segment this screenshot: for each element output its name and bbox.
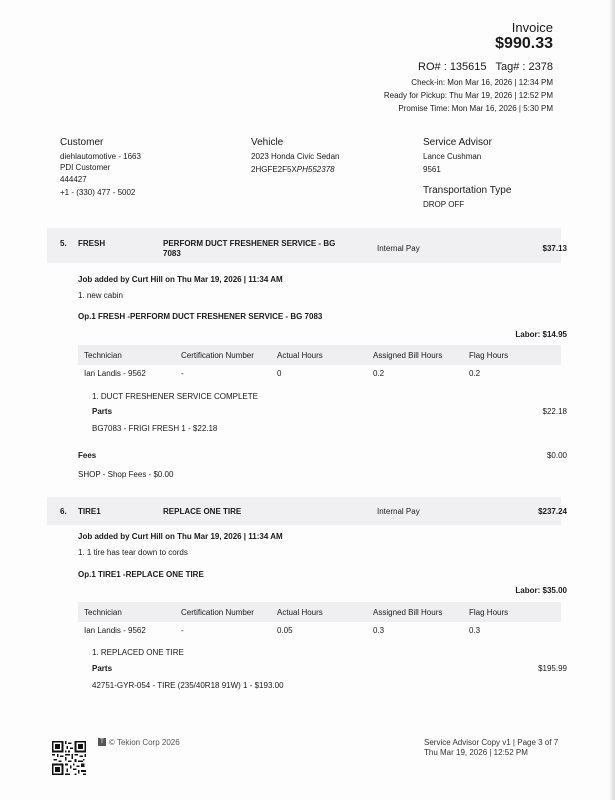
job-5-th-actual: Actual Hours (277, 351, 323, 360)
job-6-tech-assigned: 0.3 (373, 626, 385, 635)
job-5-fee-line: SHOP - Shop Fees - $0.00 (78, 470, 174, 479)
vehicle-vin (251, 165, 335, 174)
job-5-parts-total: $22.18 (542, 407, 567, 416)
qr-code (52, 741, 86, 775)
job-5-amount: $37.13 (542, 244, 567, 253)
job-5-tech-flag: 0.2 (469, 369, 481, 378)
job-6-operation: Op.1 TIRE1 -REPLACE ONE TIRE (78, 570, 204, 579)
job-5-tech-actual: 0 (277, 369, 282, 378)
vin-suffix: PH552378 (296, 165, 335, 174)
vehicle-model: 2023 Honda Civic Sedan (251, 152, 340, 161)
job-6-tech-name: Ian Landis - 9562 (84, 626, 146, 635)
transport-heading: Transportation Type (423, 185, 512, 196)
scan-edge (609, 0, 615, 800)
check-in-time: Check-in: Mon Mar 16, 2026 | 12:34 PM (411, 78, 553, 87)
job-5-tech-name: Ian Landis - 9562 (84, 369, 146, 378)
job-5-fees-total: $0.00 (546, 451, 567, 460)
job-5-labor: Labor: $14.95 (515, 330, 567, 339)
document-type: Invoice (511, 20, 553, 35)
ro-tag-line: RO# : 135615 Tag# : 2378 (418, 61, 553, 73)
job-6-number: 6. (60, 507, 67, 516)
job-6-tech-flag: 0.3 (469, 626, 481, 635)
customer-number: 444427 (60, 175, 87, 184)
job-5-desc-line1: PERFORM DUCT FRESHENER SERVICE - BG (163, 239, 336, 248)
job-5-operation: Op.1 FRESH -PERFORM DUCT FRESHENER SERVICE - BG 7083 (78, 312, 323, 321)
transport-type: DROP OFF (423, 200, 465, 209)
job-5-added-by: Job added by Curt Hill on Thu Mar 19, 2026 | 11:34 AM (78, 275, 283, 284)
footer-copyright: © Tekion Corp 2026 (109, 738, 180, 747)
vehicle-heading: Vehicle (251, 137, 284, 148)
job-6-th-technician: Technician (84, 608, 122, 617)
job-5-code: FRESH (78, 239, 106, 248)
job-6-description: REPLACE ONE TIRE (163, 507, 242, 516)
invoice-total: $990.33 (495, 35, 553, 52)
ready-for-pickup-time: Ready for Pickup: Thu Mar 19, 2026 | 12:52 PM (383, 91, 553, 100)
customer-heading: Customer (60, 137, 104, 148)
job-6-tech-cert: - (181, 626, 184, 635)
job-6-code: TIRE1 (78, 507, 101, 516)
advisor-heading: Service Advisor (423, 137, 492, 148)
job-5-th-cert: Certification Number (181, 351, 254, 360)
job-5-parts-label: Parts (92, 407, 113, 416)
customer-type: PDI Customer (60, 163, 111, 172)
job-5-th-technician: Technician (84, 351, 122, 360)
job-6-correction: 1. REPLACED ONE TIRE (92, 648, 184, 657)
job-5-description (163, 239, 335, 259)
job-5-desc-line2: 7083 (163, 249, 181, 258)
job-5-th-assigned: Assigned Bill Hours (373, 351, 443, 360)
job-6-pay-type: Internal Pay (377, 507, 420, 516)
job-6-header-band (47, 497, 561, 525)
promise-time: Promise Time: Mon Mar 16, 2026 | 5:30 PM (398, 104, 553, 113)
job-6-th-cert: Certification Number (181, 608, 254, 617)
job-5-number: 5. (60, 239, 67, 248)
job-5-th-flag: Flag Hours (469, 351, 509, 360)
job-6-amount: $237.24 (538, 507, 567, 516)
customer-account: diehlautomotive - 1663 (60, 152, 141, 161)
footer-printed-time: Thu Mar 19, 2026 | 12:52 PM (424, 748, 528, 757)
job-5-pay-type: Internal Pay (377, 244, 420, 253)
job-6-th-actual: Actual Hours (277, 608, 323, 617)
job-5-concern: 1. new cabin (78, 291, 123, 300)
job-5-correction: 1. DUCT FRESHENER SERVICE COMPLETE (92, 392, 258, 401)
customer-phone: +1 - (330) 477 - 5002 (60, 188, 136, 197)
job-5-tech-cert: - (181, 369, 184, 378)
advisor-id: 9561 (423, 165, 441, 174)
job-6-added-by: Job added by Curt Hill on Thu Mar 19, 2026 | 11:34 AM (78, 532, 283, 541)
job-5-tech-assigned: 0.2 (373, 369, 385, 378)
job-6-parts-total: $195.99 (538, 664, 567, 673)
vin-prefix: 2HGFE2F5X (251, 165, 297, 174)
job-5-fees-label: Fees (78, 451, 97, 460)
job-6-labor: Labor: $35.00 (515, 586, 567, 595)
footer-copy-page: Service Advisor Copy v1 | Page 3 of 7 (424, 738, 559, 747)
advisor-name: Lance Cushman (423, 152, 482, 161)
job-6-part-line: 42751-GYR-054 - TIRE (235/40R18 91W) 1 - $193.00 (92, 681, 284, 690)
tekion-logo-icon: T (98, 738, 106, 746)
job-5-part-line: BG7083 - FRIGI FRESH 1 - $22.18 (92, 424, 218, 433)
job-6-parts-label: Parts (92, 664, 113, 673)
job-6-tech-actual: 0.05 (277, 626, 293, 635)
job-6-th-flag: Flag Hours (469, 608, 509, 617)
job-6-th-assigned: Assigned Bill Hours (373, 608, 443, 617)
job-6-concern: 1. 1 tire has tear down to cords (78, 548, 188, 557)
